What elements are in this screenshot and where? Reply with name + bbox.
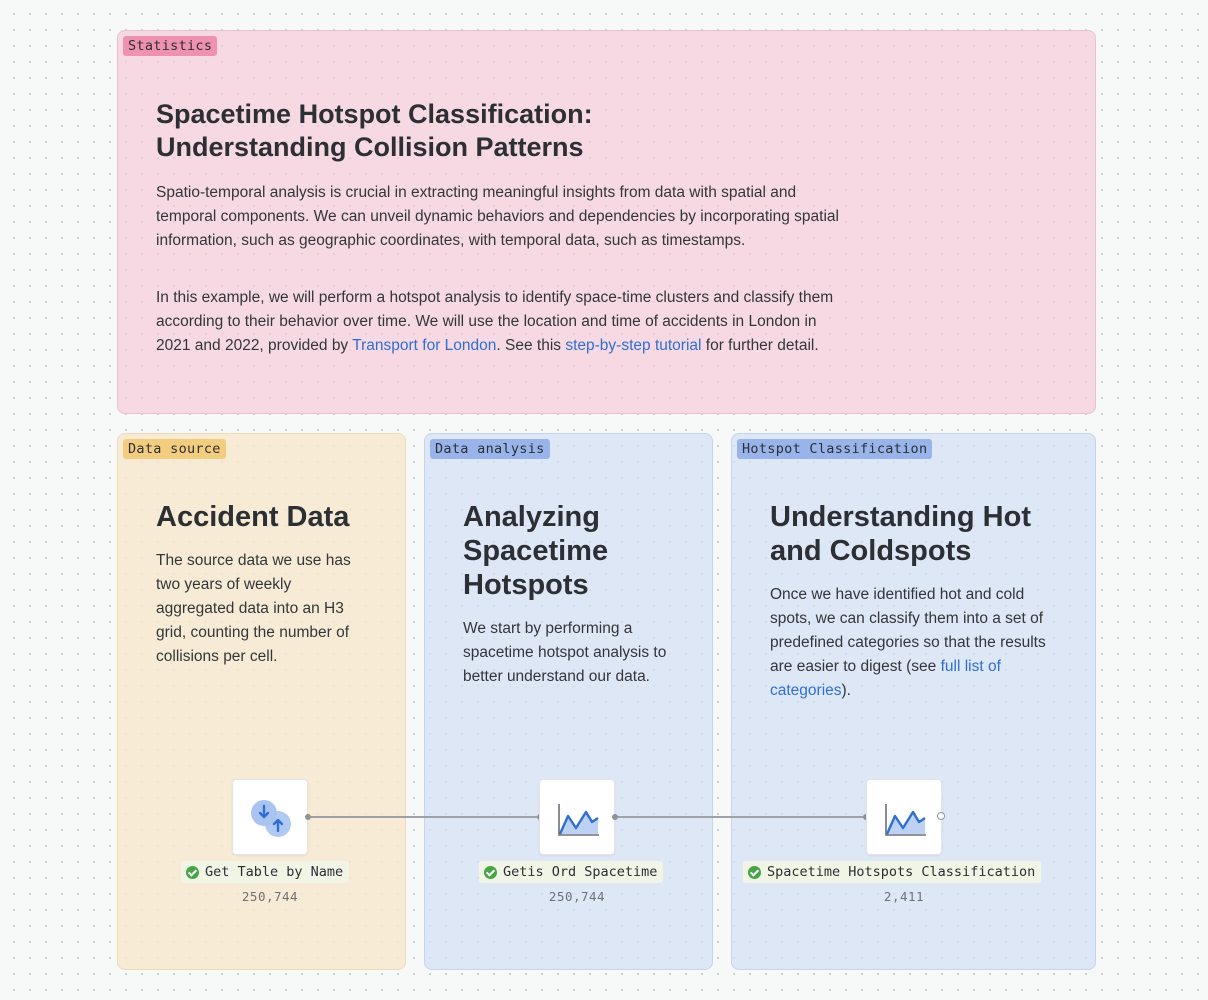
- title-line-2: Understanding Collision Patterns: [156, 132, 584, 162]
- node-label-2[interactable]: [479, 861, 663, 883]
- data-source-title: Accident Data: [156, 501, 350, 533]
- page-title: [156, 98, 856, 164]
- output-port-2[interactable]: [612, 814, 618, 820]
- connection-wire-2[interactable]: [616, 816, 866, 818]
- node-3-count: 2,411: [883, 889, 925, 904]
- example-text-3: for further detail.: [701, 337, 819, 354]
- getis-ord-spacetime-node[interactable]: [539, 779, 615, 855]
- success-check-icon: [484, 866, 497, 879]
- classification-text-1: Once we have identified hot and cold spots, we can classify them into a set of predefined categories so that the results are easier to digest (see: [770, 586, 1046, 675]
- transport-for-london-link[interactable]: Transport for London: [352, 337, 497, 354]
- output-port-3[interactable]: [937, 812, 945, 820]
- categories-link[interactable]: full list of categories: [770, 658, 1001, 699]
- title-line-1: Spacetime Hotspot Classification:: [156, 99, 593, 129]
- output-port-1[interactable]: [305, 814, 311, 820]
- statistics-group[interactable]: [117, 30, 1096, 414]
- data-source-tag: Data source: [123, 439, 226, 459]
- hotspot-classification-title: Understanding Hot and Coldspots: [770, 501, 1031, 567]
- node-3-name: Spacetime Hotspots Classification: [767, 864, 1036, 880]
- data-analysis-title: Analyzing Spacetime Hotspots: [463, 501, 609, 601]
- tutorial-link[interactable]: step-by-step tutorial: [565, 337, 702, 354]
- example-text-2: . See this: [496, 337, 566, 354]
- data-analysis-description: We start by performing a spacetime hotspot analysis to better understand our data.: [463, 620, 667, 685]
- connection-wire-1[interactable]: [309, 816, 540, 818]
- area-chart-icon: [867, 780, 943, 856]
- intro-paragraph: Spatio-temporal analysis is crucial in extracting meaningful insights from data with spatial and temporal components. We can unveil dynamic behaviors and dependencies by incorporating spatial information, such as geographic coordinates, with temporal data, such as timestamps.: [156, 184, 839, 249]
- success-check-icon: [748, 866, 761, 879]
- node-2-count: 250,744: [548, 889, 606, 904]
- spacetime-hotspots-classification-node[interactable]: [866, 779, 942, 855]
- hotspot-classification-tag: Hotspot Classification: [737, 439, 932, 459]
- node-2-name: Getis Ord Spacetime: [503, 864, 658, 880]
- example-text-1: In this example, we will perform a hotspot analysis to identify space-time clusters and classify them according to their behavior over time. We will use the location and time of accidents in London in 2021 and 2022, provided by: [156, 289, 834, 354]
- hotspot-classification-description: [770, 583, 1066, 703]
- classification-text-2: ).: [841, 682, 851, 699]
- success-check-icon: [186, 866, 199, 879]
- node-label-3[interactable]: [743, 861, 1041, 883]
- node-label-1[interactable]: [181, 861, 349, 883]
- example-paragraph: [156, 286, 840, 358]
- statistics-tag: Statistics: [123, 36, 217, 56]
- node-1-name: Get Table by Name: [205, 864, 344, 880]
- data-source-description: The source data we use has two years of weekly aggregated data into an H3 grid, counting the number of collisions per cell.: [156, 552, 351, 665]
- import-export-icon: [233, 780, 309, 856]
- node-1-count: 250,744: [241, 889, 299, 904]
- area-chart-icon: [540, 780, 616, 856]
- data-analysis-tag: Data analysis: [430, 439, 550, 459]
- get-table-by-name-node[interactable]: [232, 779, 308, 855]
